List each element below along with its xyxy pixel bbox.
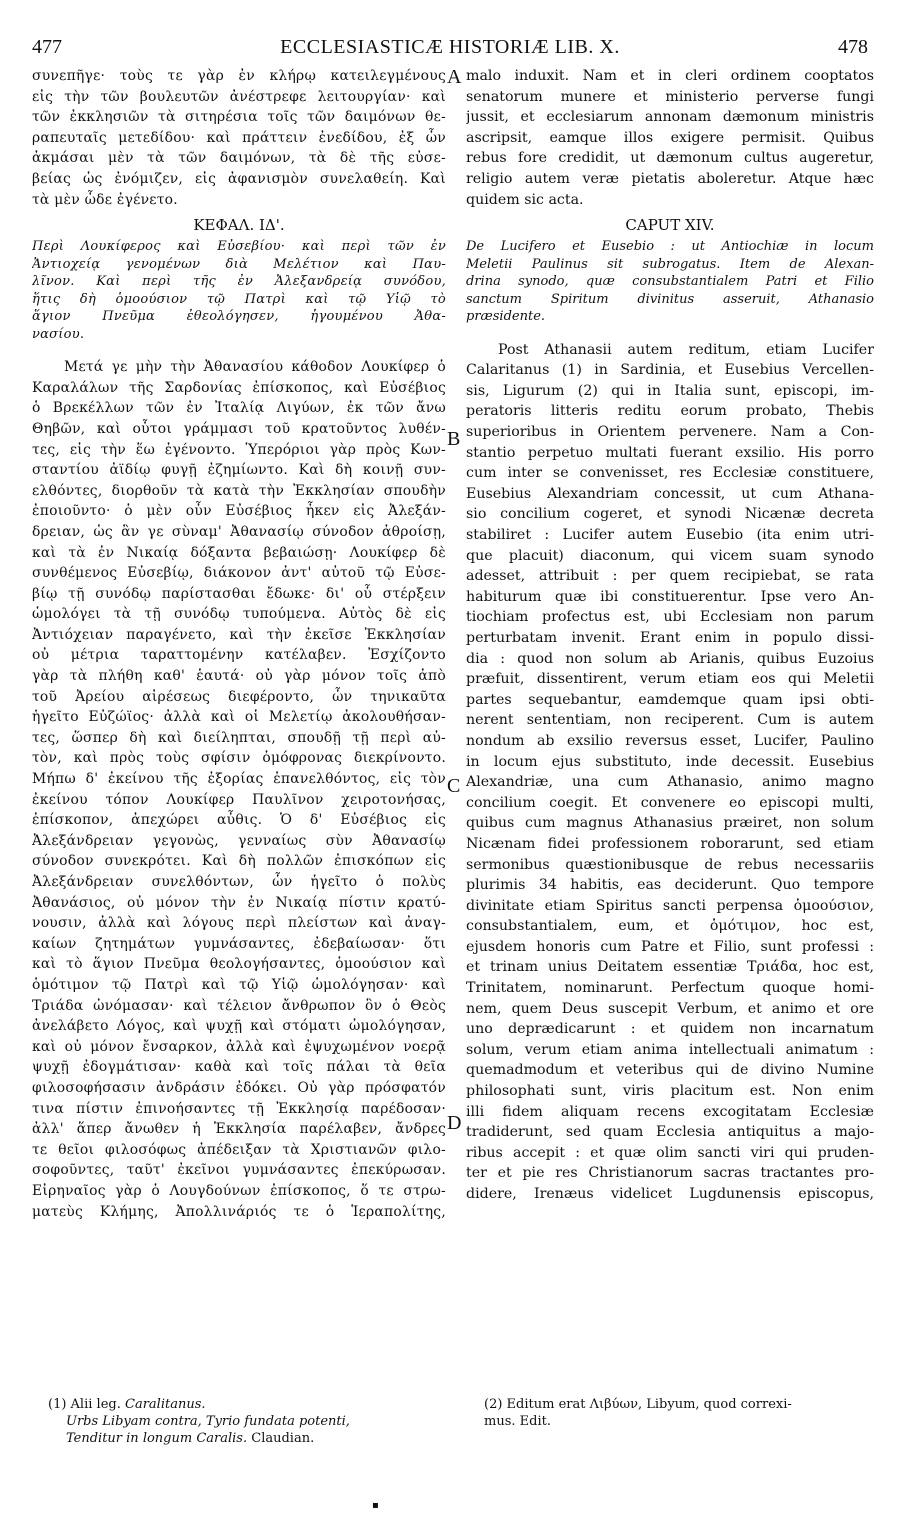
text-line: quidem sic acta. — [466, 191, 584, 208]
text-line: ἐκείνου τόπον Λουκίφερ Παυλῖνον χειροτονήσας, — [32, 791, 446, 808]
text-line: τῶν ἐκκλησιῶν τὰ σιτηρέσια τοῖς τῶν δαιμόνων θε- — [32, 109, 446, 126]
text-line: senatorum munere et ministerio perverse fungi — [466, 88, 874, 105]
text-line: ὡμολόγει τὰ τῇ συνόδῳ τυπούμενα. Αὐτὸς δὲ εἰς — [32, 606, 446, 623]
text-line: ματεὺς Κλήμης, Ἀπολλινάριός τε ὁ Ἱεραπολίτης, — [32, 1203, 446, 1220]
text-line: σύνοδον συνεκρότει. Καὶ δὴ πολλῶν ἐπισκόπων εἰς — [32, 853, 446, 870]
text-line: dia : quod non solum ab Arianis, quibus Euzoius — [466, 650, 874, 667]
text-line: ἅγιον Πνεῦμα ἐθεολόγησεν, ἡγουμένου Ἀθα- — [32, 309, 446, 325]
text-line: nem, quem Deus suscepit Verbum, et animo et ore — [466, 1000, 874, 1017]
text-line: que placuit) diaconum, qui vicem suam synodo — [466, 547, 874, 564]
text-line: consubstantialem, eum, et ὁμότιμον, hoc est, — [466, 918, 874, 935]
margin-letter-c: C — [447, 775, 461, 797]
greek-body — [32, 357, 446, 1222]
footnote-left-verse-1: Urbs Libyam contra, Tyrio fundata potenti, — [66, 1414, 350, 1429]
latin-chapter-summary — [466, 238, 874, 326]
text-line: divinitate etiam Spiritus sancti perpensa ὁμοούσιον, — [466, 897, 874, 914]
text-line: ψυχῇ ἐδογμάτισαν· καθὰ καὶ τοῖς πάλαι τὰ θεῖα — [32, 1059, 446, 1076]
text-line: Μήπω δ' ἐκείνου τῆς ἐξορίας ἐπανελθόντος, εἰς τὸν — [32, 771, 446, 788]
text-line: in locum ejus substituto, inde decessit. Eusebius — [466, 753, 874, 770]
footnote-right — [484, 1396, 884, 1430]
text-line: καὶ τὸ ἅγιον Πνεῦμα θεολογήσαντες, ὁμοούσιον καὶ — [32, 956, 446, 973]
latin-body — [466, 340, 874, 1205]
text-line: φιλοσοφήσασιν ἀνδράσιν ἐδόκει. Οὐ γὰρ πρόσφατόν — [32, 1079, 446, 1096]
text-line: adesset, attribuit : per quem recipiebat, se rata — [466, 568, 874, 585]
text-line: τες, ὥσπερ δὴ καὶ διείληπται, σπουδῇ τῇ περὶ αὐ- — [32, 729, 446, 746]
footnote-left-word: Caralitanus. — [125, 1397, 206, 1412]
text-line: jussit, et ecclesiarum annonam dæmonum ministris — [466, 109, 874, 126]
text-line: Θηβῶν, καὶ οὗτοι γράμμασι τοῦ κρατοῦντος λυθέν- — [32, 420, 446, 437]
text-line: καίων ζητημάτων γυμνάσαντες, ἐδεβαίωσαν· ὅτι — [32, 935, 446, 952]
running-title: ECCLESIASTICÆ HISTORIÆ LIB. X. — [280, 36, 620, 58]
footnote-left-verse-2: Tenditur in longum Caralis. — [66, 1431, 248, 1446]
margin-letter-a: A — [447, 66, 462, 88]
text-line: συνθέμενος Εὐσεβίῳ, διάκονον ἀντ' αὐτοῦ τῷ Εὐσε- — [32, 565, 446, 582]
margin-letter-b: B — [447, 428, 461, 450]
footnote-left-marker: (1) Alii leg. — [48, 1397, 121, 1412]
latin-intro — [466, 66, 874, 210]
text-line: nondum ab exsilio reversus esset, Lucifer, Paulino — [466, 732, 874, 749]
text-line: βίῳ τῇ συνόδῳ παρίστασθαι ἔδωκε· δι' οὗ στέρξειν — [32, 585, 446, 602]
text-line: οὐ μέτρια ταραττομένην κατέλαβεν. Ἐσχίζοντο — [32, 647, 446, 664]
text-line: νασίου. — [32, 326, 85, 342]
text-line: Περὶ Λουκίφερος καὶ Εὐσεβίου· καὶ περὶ τῶν ἐν — [32, 239, 446, 255]
margin-letter-d: D — [447, 1112, 462, 1134]
text-line: stabiliret : Lucifer autem Eusebio (ita enim utri- — [466, 527, 874, 543]
text-line: ἀκμάσαι μὲν τὰ τῶν δαιμόνων, τὰ δὲ τῆς εὐσε- — [32, 150, 446, 167]
text-line: τὸν, καὶ πρὸς τοὺς σφίσιν ὁμόφρονας διεκρίνοντο. — [32, 750, 446, 767]
text-line: sanctum Spiritum divinitus asseruit, Athanasio — [466, 291, 874, 307]
text-line: ἡγεῖτο Εὐζώϊος· ἀλλὰ καὶ οἱ Μελετίῳ ἀκολουθήσαν- — [32, 709, 446, 726]
text-line: nerent sententiam, non reciperent. Cum is autem — [466, 712, 874, 729]
text-line: habiturum quæ ibi constituerentur. Ipse vero An- — [466, 588, 874, 605]
text-line: et trinam unius Deitatem essentiæ Τριάδα, hoc est, — [466, 959, 874, 976]
text-line: philosophati sunt, viris placitum est. Non enim — [466, 1083, 874, 1100]
text-line: Alexandriæ, una cum Athanasio, animo magno — [466, 774, 874, 791]
text-line: didere, Irenæus videlicet Lugdunensis episcopus, — [466, 1186, 874, 1202]
text-line: λῖνον. Καὶ περὶ τῆς ἐν Ἀλεξανδρείᾳ συνόδου, — [32, 274, 446, 290]
text-line: quemadmodum et veteribus qui de divino Numine — [466, 1062, 874, 1079]
text-line: peratoris litteris reditu eorum probato, Thebis — [466, 403, 874, 420]
text-line: perturbatam invenit. Erant enim in populo dissi- — [466, 629, 874, 646]
text-line: sis, Ligurum (2) qui in Italia sunt, episcopi, im- — [466, 382, 874, 399]
text-line: malo induxit. Nam et in cleri ordinem cooptatos — [466, 68, 874, 84]
text-line: Ἀντιόχειαν παραγένετο, καὶ τὴν ἐκεῖσε Ἐκκλησίαν — [32, 626, 446, 643]
text-line: rebus fore credidit, ut dæmonum cultus augeretur, — [466, 150, 874, 167]
text-line: ὁμότιμον τῷ Πατρὶ καὶ τῷ Υἱῷ ὡμολόγησαν· καὶ — [32, 976, 446, 993]
text-line: religio autem veræ pietatis aboleretur. Atque hæc — [466, 170, 874, 187]
text-line: καὶ τὰ ἐν Νικαίᾳ δόξαντα βεβαιώσῃ· Λουκίφερ δὲ — [32, 544, 446, 561]
text-line: sio concilium cogeret, et synodi Nicænæ decreta — [466, 506, 874, 523]
greek-chapter-summary — [32, 238, 446, 343]
text-line: De Lucifero et Eusebio : ut Antiochiæ in locum — [466, 239, 874, 255]
text-line: Ἀντιοχείᾳ γενομένων διὰ Μελέτιον καὶ Παυ- — [32, 256, 446, 272]
latin-chapter-heading: CAPUT XIV. — [625, 216, 715, 235]
text-line: Ἀθανάσιος, οὐ μόνον τὴν ἐν Νικαίᾳ πίστιν κρατύ- — [32, 894, 446, 911]
text-line: uno deprædicarunt : et quidem non incarnatum — [466, 1021, 874, 1038]
text-line: ἥτις δὴ ὁμοούσιον τῷ Πατρὶ καὶ τῷ Υἱῷ τὸ — [32, 291, 446, 307]
text-line: concilium coegit. Et convenere eo episcopi multi, — [466, 794, 874, 811]
text-line: ἐποιοῦντο· ὁ μὲν οὖν Εὐσέβιος ἧκεν εἰς Ἀλεξάν- — [32, 503, 446, 520]
page-number-left: 477 — [32, 36, 62, 58]
text-line: εἰς τὴν τῶν βουλευτῶν ἀνέστρεφε λειτουργίαν· καὶ — [32, 88, 446, 105]
text-line: ejusdem honoris cum Patre et Filio, sunt professi : — [466, 938, 874, 955]
footnote-right-line-1: (2) Editum erat Λιβύων, Libyum, quod correxi- — [484, 1397, 792, 1412]
text-line: νουσιν, ἀλλὰ καὶ λόγους περὶ πλείστων καὶ ἀναγ- — [32, 915, 446, 932]
text-line: Τριάδα ὠνόμασαν· καὶ τέλειον ἄνθρωπον ὃν ὁ Θεὸς — [32, 997, 446, 1014]
text-line: ribus accepit : et quæ olim sancti viri qui pruden- — [466, 1144, 874, 1161]
text-line: cum inter se convenisset, res Ecclesiæ constituere, — [466, 465, 874, 482]
latin-column — [466, 66, 874, 1205]
text-line: ἀνελάβετο Λόγος, καὶ ψυχῇ καὶ στόματι ὡμολόγησαν, — [32, 1018, 446, 1035]
text-line: sermonibus quæstionibusque de rebus necessariis — [466, 856, 874, 873]
text-line: ἐπίσκοπον, ἀπεχώρει αὖθις. Ὁ δ' Εὐσέβιος εἰς — [32, 812, 446, 829]
text-line: τες, εἰς τὴν ἕω ἐγένοντο. Ὑπερόριοι γὰρ πρὸς Κων- — [32, 441, 446, 458]
text-line: tradiderunt, sed quam Ecclesia antiquitus a majo- — [466, 1124, 874, 1141]
text-line: drina synodo, quæ consubstantialem Patri et Filio — [466, 274, 874, 290]
text-line: Μετά γε μὴν τὴν Ἀθανασίου κάθοδον Λουκίφερ ὁ — [64, 359, 446, 376]
text-line: illi fidem aliquam recens excogitatam Ecclesiæ — [466, 1103, 874, 1120]
text-line: σοφοῦντες, ταῦτ' ἐκεῖνοι γυμνάσαντες ἐπεκύρωσαν. — [32, 1162, 446, 1179]
text-line: solum, verum etiam anima intellectuali animatum : — [466, 1041, 874, 1058]
text-line: δρειαν, ὡς ἂν γε σὺναμ' Ἀθανασίῳ σύνοδον ἀθροίσῃ, — [32, 523, 446, 540]
text-line: ascripsit, eamque illos exigere permisit. Quibus — [466, 129, 874, 146]
text-line: tiochiam profectus est, ubi Ecclesiam non parum — [466, 609, 874, 626]
text-line: quibus cum magnus Athanasius præiret, non solum — [466, 815, 874, 832]
text-line: τοῦ Ἀρείου αἱρέσεως διεφέροντο, ὧν τηνικαῦτα — [32, 688, 446, 705]
text-line: βείας ὡς ἐνόμιζεν, εἰς ἀφανισμὸν συνελαθείη. Καὶ — [32, 170, 446, 187]
text-line: Ἀλεξάνδρειαν συνελθόντων, ὧν ἡγεῖτο ὁ πολὺς — [32, 874, 446, 890]
text-line: Meletii Paulinus sit subrogatus. Item de Alexan- — [466, 256, 874, 272]
text-line: τινα πίστιν ἐπινοήσαντες τῇ Ἐκκλησίᾳ παρέδοσαν· — [32, 1100, 446, 1117]
text-line: plurimis 34 habitis, eas deciderunt. Quo tempore — [466, 877, 874, 894]
text-line: Post Athanasii autem reditum, etiam Lucifer — [498, 341, 874, 358]
text-line: superioribus in Orientem pervenere. Nam a Con- — [466, 424, 874, 441]
greek-chapter-heading: ΚΕΦΑΛ. ΙΔ'. — [193, 216, 285, 235]
text-line: τε θεῖοι φιλοσόφως ἀπέδειξαν τὰ Χριστιανῶν φιλο- — [32, 1141, 446, 1158]
text-line: ter et pie res Christianorum sacras tractantes pro- — [466, 1165, 874, 1182]
text-line: Calaritanus (1) in Sardinia, et Eusebius Vercellen- — [466, 362, 874, 379]
text-line: συνεπῆγε· τοὺς τε γὰρ ἐν κλήρῳ κατειλεγμένους — [32, 68, 446, 84]
text-line: præfuit, dissentirent, verum etiam eos qui Meletii — [466, 671, 874, 688]
text-line: Nicænam fidei professionem roborarunt, sed etiam — [466, 835, 874, 852]
text-line: καὶ οὐ μόνον ἔνσαρκον, ἀλλὰ καὶ ἐψυχωμένον νοερᾷ — [32, 1038, 446, 1055]
footnote-left — [48, 1396, 428, 1447]
page-number-right: 478 — [838, 36, 868, 58]
text-line: ελθόντες, διορθοῦν τὰ κατὰ τὴν Ἐκκλησίαν σπουδὴν — [32, 482, 446, 499]
footnote-right-line-2: mus. Edit. — [484, 1414, 551, 1429]
greek-intro — [32, 66, 446, 210]
text-line: ἀλλ' ἅπερ ἄνωθεν ἡ Ἐκκλησία παρέλαβεν, ἄνδρες — [32, 1121, 446, 1138]
greek-column — [32, 66, 446, 1222]
text-line: Ἀλεξάνδρειαν γεγονὼς, γενναίως σὺν Ἀθανασίῳ — [32, 832, 446, 849]
text-line: partes sequebantur, eamdemque quam ipsi obti- — [466, 691, 874, 708]
text-line: Eusebius Alexandriam concessit, ut cum Athana- — [466, 485, 874, 502]
footnote-left-source: Claudian. — [251, 1431, 315, 1446]
text-line: τὰ μὲν ὧδε ἐγένετο. — [32, 191, 178, 208]
text-line: ὁ Βρεκέλλων τῶν ἐν Ἰταλίᾳ Λιγύων, ἐκ τῶν ἄνω — [32, 400, 446, 417]
text-line: Εἰρηναῖος γὰρ ὁ Λουγδούνων ἐπίσκοπος, ὅ τε στρω- — [32, 1182, 446, 1199]
running-header — [32, 36, 868, 64]
text-line: stantio perpetuo multati fuerant exsilio. His porro — [466, 444, 874, 461]
text-line: præsidente. — [466, 309, 546, 325]
text-line: Trinitatem, nominarunt. Perfectum quoque homi- — [466, 980, 874, 997]
text-line: σταντίου ἀϊδίῳ φυγῇ ἐζημίωντο. Καὶ δὴ κοινῇ συν- — [32, 462, 446, 479]
page-speck: ▪ — [372, 1500, 379, 1511]
text-line: γὰρ τὰ πλήθη καθ' ἑαυτά· οὐ γὰρ μόνον τοῖς ἀπὸ — [32, 668, 446, 685]
text-line: Καραλάλων τῆς Σαρδονίας ἐπίσκοπος, καὶ Εὐσέβιος — [32, 379, 446, 396]
text-line: ραπευταῖς μετεδίδου· καὶ πράττειν ἐνεδίδου, ἐξ ὧν — [32, 129, 446, 146]
